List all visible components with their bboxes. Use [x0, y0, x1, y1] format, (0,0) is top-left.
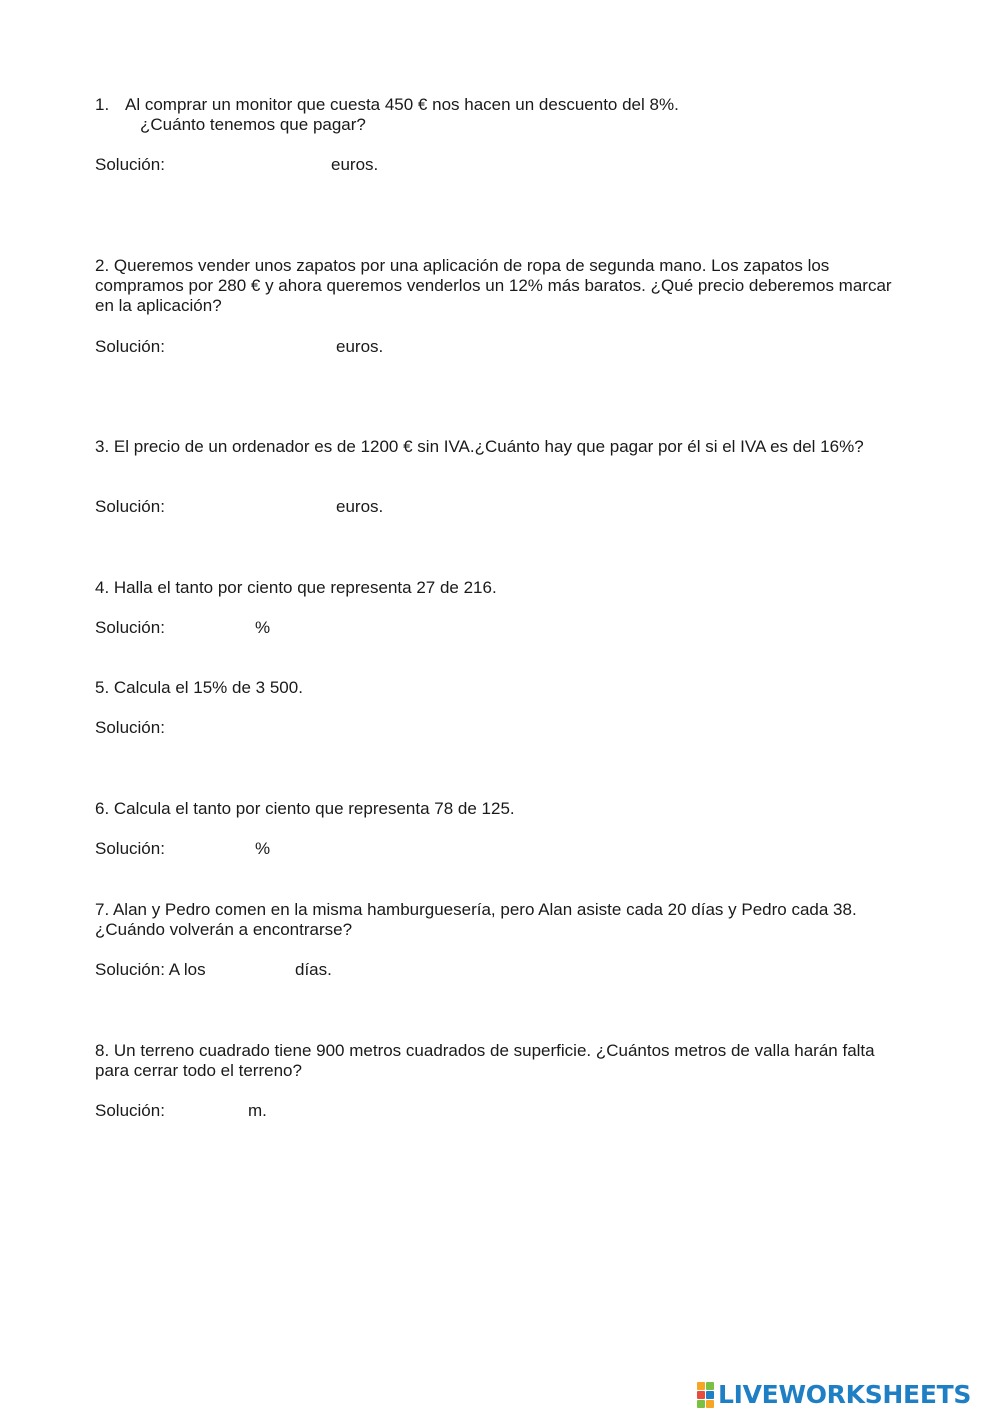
question-7-text: 7. Alan y Pedro comen en la misma hamburguesería, pero Alan asiste cada 20 días y Pedro cada 38. ¿Cuándo volverán a encontrarse?: [95, 900, 857, 939]
question-7-solution-label: Solución: A los: [95, 960, 206, 979]
question-2-unit: euros.: [336, 337, 384, 356]
question-7-answer-input[interactable]: [222, 959, 290, 981]
question-2-solution-label: Solución:: [95, 337, 165, 356]
question-4-unit: %: [255, 618, 271, 637]
question-3-answer-input[interactable]: [180, 496, 330, 518]
question-8-solution-label: Solución:: [95, 1101, 165, 1120]
question-8-answer-input[interactable]: [180, 1100, 244, 1122]
liveworksheets-logo: [697, 1380, 971, 1410]
question-4-solution-label: Solución:: [95, 618, 165, 637]
question-2-answer-input[interactable]: [180, 336, 330, 358]
question-1-solution-label: Solución:: [95, 155, 165, 174]
question-6-unit: %: [255, 839, 271, 858]
question-7-unit: días.: [295, 960, 332, 979]
question-4-text: 4. Halla el tanto por ciento que representa 27 de 216.: [95, 578, 497, 597]
question-3-text: 3. El precio de un ordenador es de 1200 € sin IVA.¿Cuánto hay que pagar por él si el IVA es del 16%?: [95, 437, 864, 456]
question-2-text: 2. Queremos vender unos zapatos por una aplicación de ropa de segunda mano. Los zapatos los compramos por 280 € y ahora queremos venderlos un 12% más baratos. ¿Qué precio deberemos marcar en la aplicación?: [95, 256, 892, 315]
question-3-solution-label: Solución:: [95, 497, 165, 516]
question-1-number: 1.: [95, 95, 110, 114]
liveworksheets-logo-icon: [697, 1382, 714, 1408]
question-8-text: 8. Un terreno cuadrado tiene 900 metros cuadrados de superficie. ¿Cuántos metros de valla harán falta para cerrar todo el terreno?: [95, 1041, 875, 1080]
question-4-answer-input[interactable]: [180, 617, 250, 639]
question-8-unit: m.: [248, 1101, 267, 1120]
question-5-solution-label: Solución:: [95, 718, 165, 737]
question-6-answer-input[interactable]: [180, 838, 250, 860]
logo-text: LIVEWORKSHEETS: [718, 1380, 972, 1409]
question-6-text: 6. Calcula el tanto por ciento que representa 78 de 125.: [95, 799, 515, 818]
question-1-answer-input[interactable]: [180, 154, 325, 176]
question-6-solution-label: Solución:: [95, 839, 165, 858]
question-5-text: 5. Calcula el 15% de 3 500.: [95, 678, 303, 697]
question-3-unit: euros.: [336, 497, 384, 516]
question-1-unit: euros.: [331, 155, 379, 174]
question-5-answer-input[interactable]: [180, 717, 330, 739]
question-1-text: Al comprar un monitor que cuesta 450 € nos hacen un descuento del 8%. ¿Cuánto tenemos que pagar?: [125, 95, 679, 134]
